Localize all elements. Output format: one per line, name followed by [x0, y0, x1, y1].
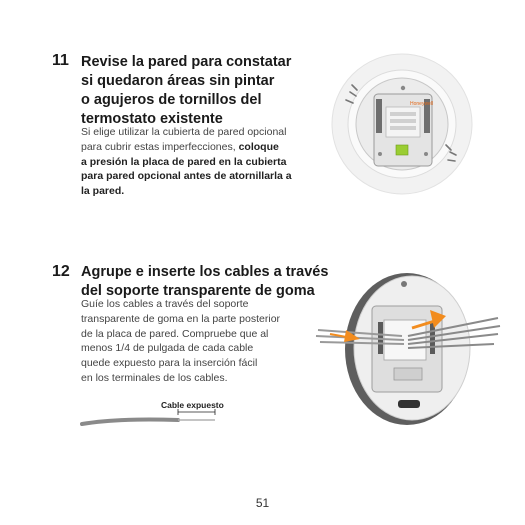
level-bubble-icon	[396, 145, 408, 155]
body-line: quede expuesto para la inserción fácil	[81, 357, 258, 370]
step-title-line: del soporte transparente de goma	[81, 283, 315, 299]
cable-insulation	[82, 420, 178, 425]
step-title-line: termostato existente	[81, 111, 223, 127]
cable-exposed-label: Cable expuesto	[161, 400, 224, 410]
body-line	[81, 140, 292, 155]
screw-icon	[424, 152, 428, 156]
body-line: transparente de goma en la parte posterior	[81, 312, 281, 325]
body-text: Si elige utilizar la cubierta de pared opcional	[81, 126, 287, 138]
screw-icon	[378, 152, 382, 156]
usb-port	[398, 400, 420, 408]
body-line	[81, 125, 292, 140]
brand-logo-text: Honeywell	[410, 101, 434, 107]
screw-hole-icon	[401, 281, 407, 287]
brand-logo	[410, 101, 433, 107]
connector-row	[390, 126, 416, 130]
body-line: de la placa de pared. Compruebe que al	[81, 327, 269, 340]
step-title-line: si quedaron áreas sin pintar	[81, 73, 275, 89]
body-line: en los terminales de los cables.	[81, 371, 228, 384]
step-number: 12	[52, 263, 70, 280]
body-line: Guíe los cables a través del soporte	[81, 298, 249, 310]
connector-row	[390, 112, 416, 116]
step-title	[81, 263, 328, 301]
step-title-line: o agujeros de tornillos del	[81, 92, 262, 108]
body-line	[81, 184, 292, 199]
step-title-line: Agrupe e inserte los cables a través	[81, 264, 329, 280]
screw-icon	[401, 86, 405, 90]
step-number: 11	[52, 52, 69, 69]
body-emphasis: a presión la placa de pared en la cubierta	[81, 155, 287, 168]
connector-row	[390, 119, 416, 123]
body-emphasis: coloque	[238, 140, 279, 153]
wallplate-wires-illustration	[312, 262, 502, 432]
step-body	[81, 297, 280, 386]
body-emphasis: la pared.	[81, 185, 125, 198]
page-number: 51	[255, 496, 270, 510]
exposed-cable-illustration	[78, 408, 228, 430]
body-emphasis: para pared opcional antes de atornillarla a	[81, 170, 292, 183]
body-line: menos 1/4 de pulgada de cada cable	[81, 342, 254, 355]
connector-block	[394, 368, 422, 380]
body-text: para cubrir estas imperfecciones,	[81, 140, 239, 153]
step-body	[81, 125, 292, 199]
body-line	[81, 169, 292, 184]
step-title-line: Revise la pared para constatar	[81, 54, 292, 70]
left-terminal-strip	[376, 99, 382, 133]
wallplate-cover-illustration	[330, 52, 475, 197]
body-line	[81, 155, 292, 170]
step-title	[81, 53, 291, 129]
